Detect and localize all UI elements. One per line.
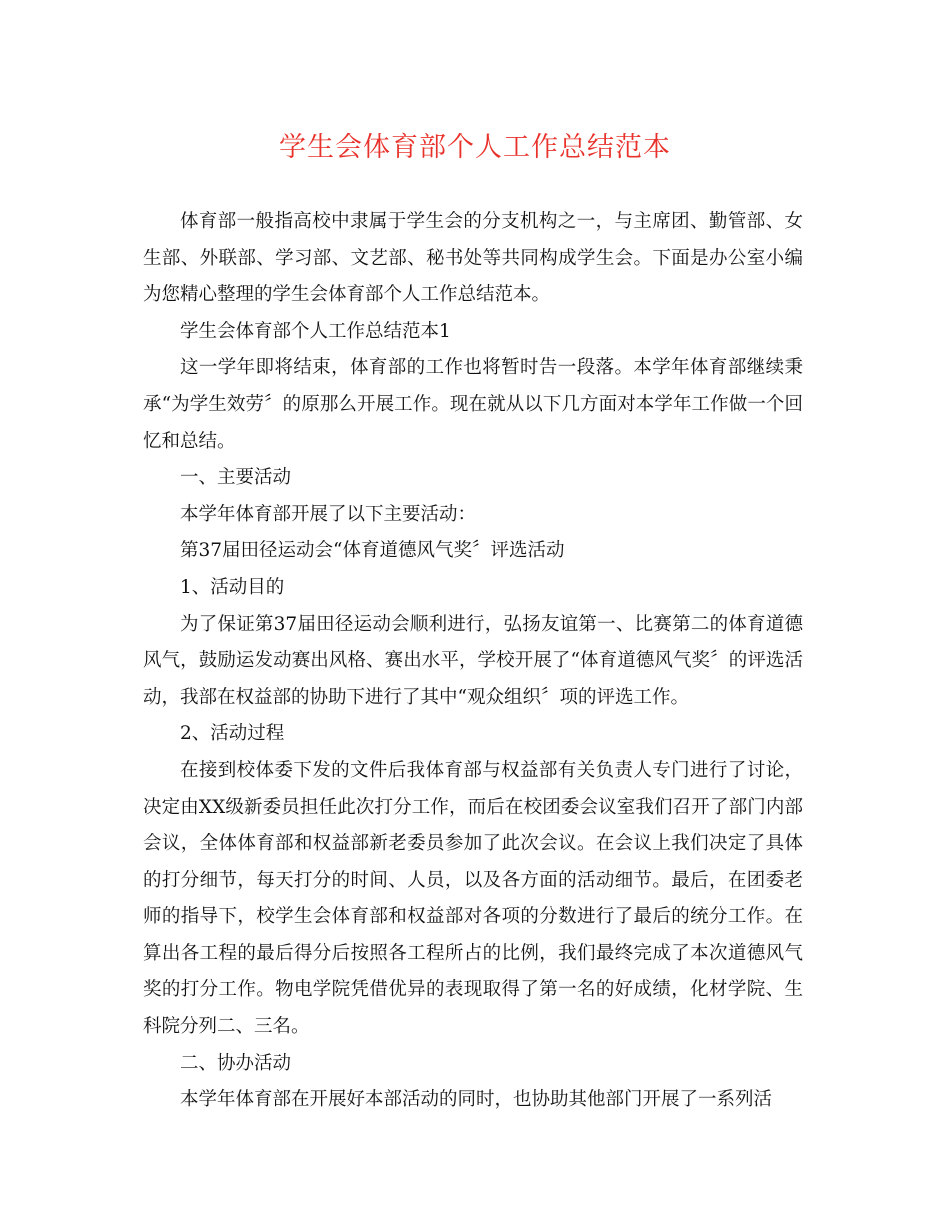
- paragraph-sample-heading: 学生会体育部个人工作总结范本1: [180, 320, 451, 342]
- subheading-activity-purpose: 1、活动目的: [180, 576, 285, 598]
- paragraph-co-activities: 本学年体育部在开展好本部活动的同时，也协助其他部门开展了一系列活: [180, 1089, 773, 1111]
- page-title: 学生会体育部个人工作总结范本: [279, 132, 671, 163]
- paragraph-activity-process: 在接到校体委下发的文件后我体育部与权益部有关负责人专门进行了讨论，决定由XX级新委员担任此次打分工作，而后在校团委会议室我们召开了部门内部会议，全体体育部和权益部新老委员参加了此次会议。在会议上我们决定了具体的打分细节，每天打分的时间、人员，以及各方面的活动细节。最后，在团委老师的指导下，校学生会体育部和权益部对各项的分数进行了最后的统分工作。在算出各工程的最后得分后按照各工程所占的比例，我们最终完成了本次道德风气奖的打分工作。物电学院凭借优异的表现取得了第一名的好成绩，化材学院、生科院分列二、三名。: [143, 759, 803, 1038]
- section-heading-main-activities: 一、主要活动: [180, 467, 292, 489]
- section-heading-co-activities: 二、协办活动: [180, 1052, 292, 1074]
- subheading-activity-process: 2、活动过程: [180, 723, 285, 745]
- paragraph-intro: 体育部一般指高校中隶属于学生会的分支机构之一，与主席团、勤管部、女生部、外联部、学习部、文艺部、秘书处等共同构成学生会。下面是办公室小编为您精心整理的学生会体育部个人工作总结范本。: [143, 211, 803, 306]
- paragraph-opening: 这一学年即将结束，体育部的工作也将暂时告一段落。本学年体育部继续秉承“为学生效劳〞的原那么开展工作。现在就从以下几方面对本学年工作做一个回忆和总结。: [143, 357, 803, 452]
- paragraph-activity-title: 第37届田径运动会“体育道德风气奖〞评选活动: [180, 540, 565, 562]
- document-body: [143, 204, 803, 1119]
- paragraph-activities-intro: 本学年体育部开展了以下主要活动：: [180, 503, 477, 525]
- paragraph-activity-purpose: 为了保证第37届田径运动会顺利进行，弘扬友谊第一、比赛第二的体育道德风气，鼓励运发动赛出风格、赛出水平，学校开展了“体育道德风气奖〞的评选活动，我部在权益部的协助下进行了其中“观众组织〞项的评选工作。: [143, 613, 803, 708]
